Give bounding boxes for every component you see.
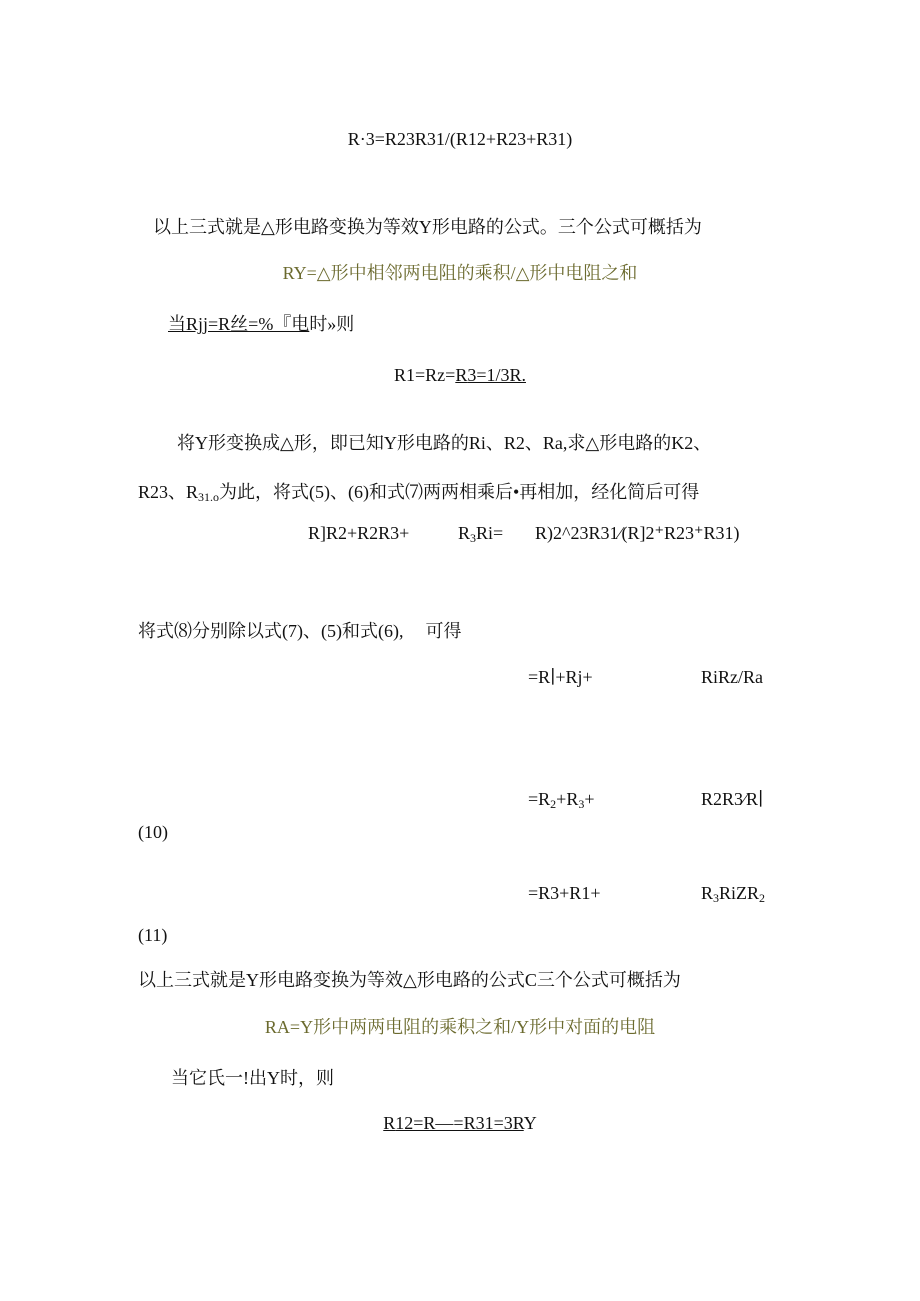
- subscript: 3: [713, 891, 720, 905]
- equation-11-number: (11): [138, 925, 168, 945]
- paragraph-divide: [138, 620, 461, 642]
- subscript: 2: [550, 797, 557, 811]
- text-part: 可得: [425, 621, 462, 641]
- text-part: =R: [528, 789, 551, 809]
- equation-10-number: (10): [138, 822, 168, 842]
- equation-equal-y: [0, 1112, 920, 1134]
- text-part: R: [458, 523, 471, 543]
- paragraph-y-to-delta-line2: [138, 481, 699, 503]
- paragraph-y-to-delta-summary: 以上三式就是Y形电路变换为等效△形电路的公式C三个公式可概括为: [138, 970, 681, 990]
- text-part: +: [584, 789, 595, 809]
- text-part: Ri=: [476, 523, 504, 543]
- text-part: 将式⑻分别除以式(7)、(5)和式(6),: [138, 621, 404, 641]
- equation-part: R: [455, 365, 468, 385]
- subscript: 3: [578, 797, 585, 811]
- condition-line-2: 当它氏一!出Y时，则: [171, 1068, 334, 1088]
- equation-10-right: R2R3⁄R∣: [701, 789, 764, 809]
- equation-11-right: [701, 882, 765, 904]
- equation-sum-right: R)2^23R31⁄(R]2⁺R23⁺R31): [535, 523, 740, 543]
- condition-line-1: [168, 313, 354, 335]
- text-part: RiZR: [719, 883, 760, 903]
- condition-suffix: 时»则: [309, 314, 355, 334]
- formula-ry: RY=△形中相邻两电阻的乘积/△形中电阻之和: [282, 263, 638, 283]
- text-part: R: [701, 883, 714, 903]
- paragraph-y-to-delta-line1: 将Y形变换成△形，即已知Y形电路的Ri、R2、Ra,求△形电路的K2、: [177, 433, 712, 453]
- equation-9-right: RiRz/Ra: [701, 667, 763, 687]
- equation-part: Y: [523, 1113, 537, 1133]
- equation-11-left: =R3+R1+: [528, 883, 601, 903]
- text-part: R23、R: [138, 482, 199, 502]
- subscript: 3: [470, 531, 477, 545]
- equation-sum-mid: [458, 522, 503, 544]
- equation-9-left: =R∣+Rj+: [528, 667, 593, 687]
- equation-part: R: [383, 1113, 396, 1133]
- text-part: 为此，将式(5)、(6)和式⑺两两相乘后•再相加，经化简后可得: [219, 482, 700, 502]
- equation-sum-left: R]R2+R2R3+: [308, 523, 410, 543]
- equation-part: 3=1/3R.: [467, 365, 526, 385]
- formula-rdelta: RA=Y形中两两电阻的乘积之和/Y形中对面的电阻: [264, 1017, 656, 1037]
- condition-expression: 当Rjj=R丝=%『电: [168, 314, 310, 334]
- paragraph-delta-to-y: 以上三式就是△形电路变换为等效Y形电路的公式。三个公式可概括为: [153, 217, 702, 237]
- subscript: 31.o: [198, 490, 220, 504]
- equation-r3: R·3=R23R31/(R12+R23+R31): [347, 129, 573, 149]
- equation-10-left: [528, 788, 595, 810]
- equation-part: R1=Rz=: [394, 365, 456, 385]
- equation-equal-delta: [0, 364, 920, 386]
- text-part: +R: [556, 789, 579, 809]
- subscript: 2: [759, 891, 766, 905]
- equation-part: 12=R—=R31=3R: [395, 1113, 524, 1133]
